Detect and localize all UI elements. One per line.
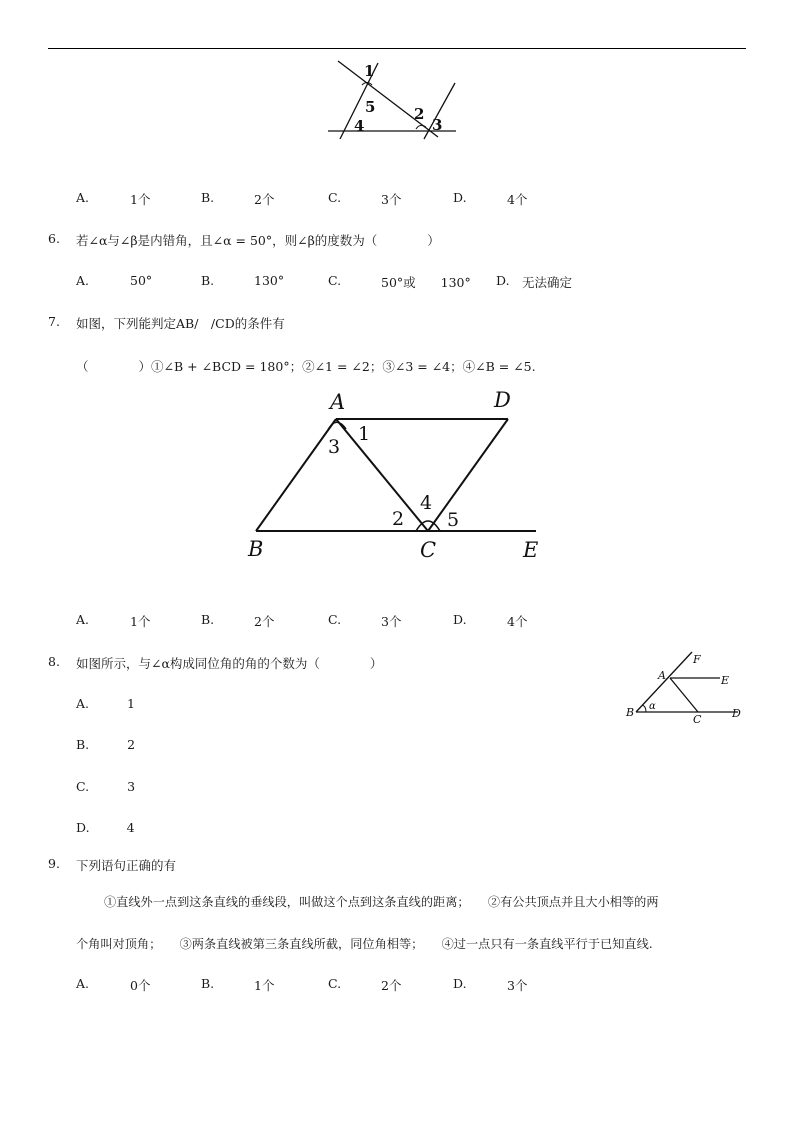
option-letter: D.: [76, 820, 90, 835]
option-text: 2个: [254, 192, 275, 207]
q7-label-5: 5: [447, 509, 460, 531]
option-text: 3个: [381, 192, 402, 207]
option-letter: D.: [453, 612, 467, 627]
option-letter: D.: [496, 273, 510, 288]
option-letter: A.: [76, 190, 90, 205]
option-text: 2个: [254, 614, 275, 629]
option-letter: C.: [328, 190, 342, 205]
q8-number: 8.: [48, 654, 60, 669]
option-text: 2个: [381, 978, 402, 993]
option-text: 1: [127, 696, 135, 711]
q8-stem: 如图所示，与∠α构成同位角的角的个数为（ ）: [76, 656, 383, 671]
q7-label-B: B: [248, 537, 264, 561]
option-text: 130°: [254, 273, 285, 288]
q7-label-1: 1: [358, 423, 371, 445]
q9-number: 9.: [48, 856, 60, 871]
q9-stem: 下列语句正确的有: [76, 858, 177, 873]
option-letter: C.: [328, 976, 342, 991]
q7-stem: 如图，下列能判定AB/ /CD的条件有: [76, 316, 285, 331]
q5-label-4: 4: [354, 117, 365, 135]
option-text: 1个: [130, 192, 151, 207]
q6-number: 6.: [48, 231, 60, 246]
q7-label-2: 2: [392, 508, 405, 530]
q5-label-2: 2: [414, 105, 425, 123]
option-text: 3: [127, 779, 136, 794]
q7-figure: [240, 385, 550, 565]
q6-stem: 若∠α与∠β是内错角，且∠α = 50°，则∠β的度数为（ ）: [76, 233, 440, 248]
q8-option-b: [76, 737, 135, 752]
q5-figure: [320, 55, 460, 145]
q7-label-D: D: [494, 388, 511, 412]
q9-line-2: 个角叫对顶角； ③两条直线被第三条直线所截，同位角相等； ④过一点只有一条直线平行于已知直线.: [76, 937, 653, 951]
q5-label-5: 5: [365, 98, 376, 116]
option-letter: A.: [76, 696, 90, 711]
option-text: 2: [127, 737, 136, 752]
q7-label-E: E: [523, 538, 539, 562]
q8-option-c: [76, 779, 135, 794]
option-letter: B.: [201, 273, 215, 288]
option-text: 4个: [507, 192, 528, 207]
q8-label-A: A: [658, 669, 666, 682]
header-rule: [48, 48, 746, 49]
q7-number: 7.: [48, 314, 60, 329]
q7-label-C: C: [420, 538, 437, 562]
q8-label-alpha: α: [649, 701, 656, 712]
q8-figure: [620, 648, 750, 726]
q7-conditions: （ ）①∠B + ∠BCD = 180°；②∠1 = ∠2；③∠3 = ∠4；④∠B = ∠5.: [76, 359, 536, 374]
q7-label-A: A: [330, 390, 346, 414]
q7-label-4: 4: [420, 492, 433, 514]
q5-label-1: 1: [364, 62, 375, 80]
option-text: 3个: [381, 614, 402, 629]
q8-label-D: D: [732, 707, 741, 720]
q8-option-d: [76, 820, 135, 835]
option-letter: C.: [76, 779, 90, 794]
q8-option-a: [76, 696, 135, 711]
option-text: 1个: [130, 614, 151, 629]
option-letter: B.: [76, 737, 90, 752]
option-text: 3个: [507, 978, 528, 993]
q8-label-B: B: [626, 706, 635, 719]
option-text: 1个: [254, 978, 275, 993]
option-letter: B.: [201, 612, 215, 627]
option-letter: D.: [453, 976, 467, 991]
option-text: 0个: [130, 978, 151, 993]
q8-label-C: C: [693, 713, 702, 726]
option-letter: A.: [76, 976, 90, 991]
option-letter: A.: [76, 612, 90, 627]
option-letter: A.: [76, 273, 90, 288]
option-letter: D.: [453, 190, 467, 205]
option-text: 4个: [507, 614, 528, 629]
option-letter: B.: [201, 976, 215, 991]
option-text: 50°或 130°: [381, 275, 471, 290]
q8-label-E: E: [721, 674, 730, 687]
option-letter: B.: [201, 190, 215, 205]
q9-line-1: ①直线外一点到这条直线的垂线段，叫做这个点到这条直线的距离； ②有公共顶点并且大小相等的两: [104, 895, 659, 909]
q7-label-3: 3: [328, 436, 341, 458]
q8-label-F: F: [693, 653, 701, 666]
option-text: 4: [126, 820, 135, 835]
option-letter: C.: [328, 273, 342, 288]
option-letter: C.: [328, 612, 342, 627]
option-text: 50°: [130, 273, 153, 288]
option-text: 无法确定: [522, 275, 573, 290]
q5-label-3: 3: [432, 116, 443, 134]
